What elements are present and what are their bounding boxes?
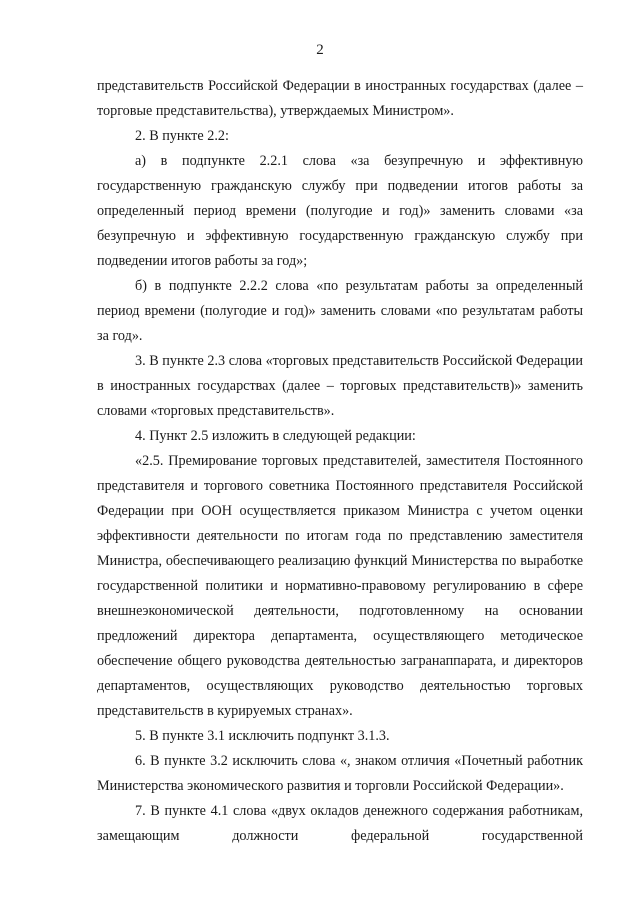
paragraph-item-2a: а) в подпункте 2.2.1 слова «за безупречную и эффективную государственную гражданскую службу при подведении итогов работы за определенный период времени (полугодие и год)» заменить словами «за безупречную и эффективную государственную гражданскую службу при подведении итогов работы за год»;	[97, 153, 583, 269]
paragraph-item-4-quote: «2.5. Премирование торговых представителей, заместителя Постоянного представителя и торгового советника Постоянного представителя Российской Федерации при ООН осуществляется приказом Министра с учетом оценки эффективности деятельности по итогам года по представлению заместителя Министра, обеспечивающего реализацию функций Министерства по выработке государственной политики и нормативно-правовому регулированию в сфере внешнеэкономической деятельности, подготовленному на основании предложений директора департамента, осуществляющего методическое обеспечение общего руководства деятельностью загранаппарата, и директоров департаментов, осуществляющих руководство деятельностью торговых представительств в курируемых странах».	[97, 453, 583, 719]
paragraph-item-4: 4. Пункт 2.5 изложить в следующей редакции:	[135, 428, 416, 444]
paragraph-item-2: 2. В пункте 2.2:	[135, 128, 229, 144]
document-body	[97, 74, 583, 849]
paragraph-item-6: 6. В пункте 3.2 исключить слова «, знаком отличия «Почетный работник Министерства экономического развития и торговли Российской Федерации».	[97, 753, 583, 794]
page-number: 2	[316, 42, 324, 58]
paragraph-item-7: 7. В пункте 4.1 слова «двух окладов денежного содержания работникам, замещающим должности федеральной государственной	[97, 803, 583, 844]
paragraph-item-2b: б) в подпункте 2.2.2 слова «по результатам работы за определенный период времени (полугодие и год)» заменить словами «по результатам работы за год».	[97, 278, 583, 344]
paragraph-continuation: представительств Российской Федерации в иностранных государствах (далее – торговые представительства), утверждаемых Министром».	[97, 78, 583, 119]
paragraph-item-5: 5. В пункте 3.1 исключить подпункт 3.1.3.	[135, 728, 390, 744]
paragraph-item-3: 3. В пункте 2.3 слова «торговых представительств Российской Федерации в иностранных государствах (далее – торговых представительств)» заменить словами «торговых представительств».	[97, 353, 583, 419]
